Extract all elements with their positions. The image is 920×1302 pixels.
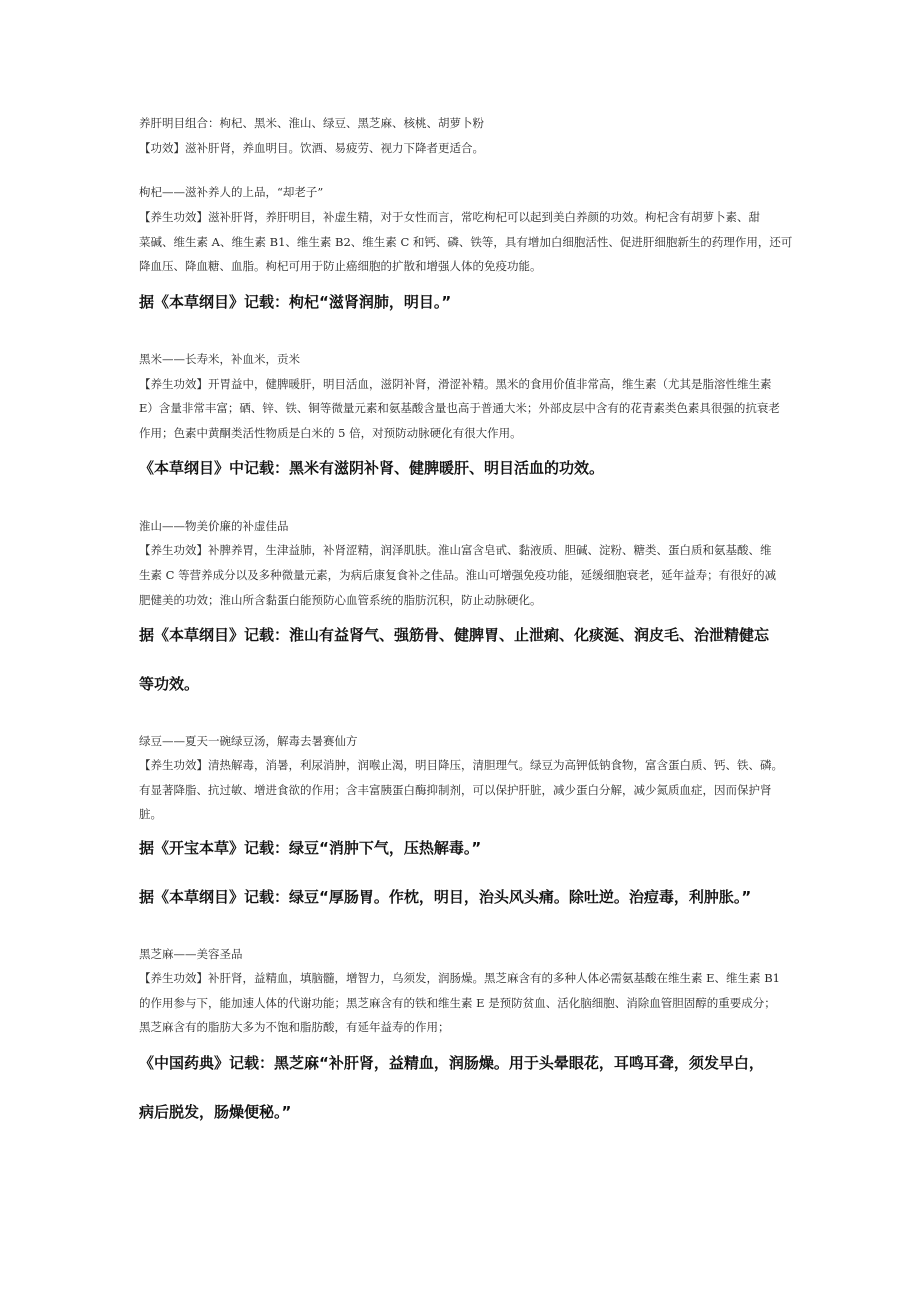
black-sesame-quote-line: 病后脱发，肠燥便秘。” [139,1103,292,1121]
mung-bean-quote: 据《开宝本草》记载：绿豆“消肿下气，压热解毒。” [139,839,482,857]
intro-effect: 【功效】滋补肝肾，养血明目。饮酒、易疲劳、视力下降者更适合。 [139,141,484,155]
black-rice-title: 黑米——长寿米，补血米，贡米 [139,352,300,366]
yam-body-line: 【养生功效】补脾养胃，生津益肺，补肾涩精，润泽肌肤。淮山富含皂甙、黏液质、胆碱、淀粉、糖类、蛋白质和氨基酸、维 [139,543,772,557]
mung-bean-body-line: 脏。 [139,807,162,821]
black-rice-quote: 《本草纲目》中记载：黑米有滋阴补肾、健脾暖肝、明目活血的功效。 [139,459,605,477]
yam-body-line: 生素 C 等营养成分以及多种微量元素，为病后康复食补之佳品。淮山可增强免疫功能，延缓细胞衰老，延年益寿；有很好的减 [139,568,777,582]
goji-title: 枸杞——滋补养人的上品，“却老子” [139,185,324,199]
yam-title: 淮山——物美价廉的补虚佳品 [139,519,289,533]
mung-bean-body-line: 【养生功效】清热解毒，消暑，利尿消肿，润喉止渴，明目降压，清胆理气。绿豆为高钾低钠食物，富含蛋白质、钙、铁、磷。 [139,758,783,772]
black-sesame-body-line: 黑芝麻含有的脂肪大多为不饱和脂肪酸，有延年益寿的作用； [139,1020,450,1034]
goji-body-line: 降血压、降血糖、血脂。枸杞可用于防止癌细胞的扩散和增强人体的免疫功能。 [139,259,542,273]
mung-bean-title: 绿豆——夏天一碗绿豆汤，解毒去暑赛仙方 [139,734,358,748]
mung-bean-quote: 据《本草纲目》记载：绿豆“厚肠胃。作枕，明目，治头风头痛。除吐逆。治痘毒，利肿胀。” [139,888,752,906]
goji-body-line: 菜碱、维生素 A、维生素 B1、维生素 B2、维生素 C 和钙、磷、铁等，具有增加白细胞活性、促进肝细胞新生的药理作用，还可 [139,235,793,249]
black-sesame-quote-line: 《中国药典》记载：黑芝麻“补肝肾，益精血，润肠燥。用于头晕眼花，耳鸣耳聋，须发早白， [139,1054,764,1072]
yam-quote-line: 据《本草纲目》记载：淮山有益肾气、强筋骨、健脾胃、止泄痢、化痰涎、润皮毛、治泄精健忘 [139,626,770,644]
goji-body-line: 【养生功效】滋补肝肾，养肝明目，补虚生精，对于女性而言，常吃枸杞可以起到美白养颜的功效。枸杞含有胡萝卜素、甜 [139,210,760,224]
black-sesame-body-line: 【养生功效】补肝肾，益精血，填脑髓，增智力，乌须发，润肠燥。黑芝麻含有的多种人体必需氨基酸在维生素 E、维生素 B1 [139,971,780,985]
black-rice-body-line: 【养生功效】开胃益中，健脾暖肝，明目活血，滋阴补肾，滑涩补精。黑米的食用价值非常高，维生素（尤其是脂溶性维生素 [139,377,772,391]
mung-bean-body-line: 有显著降脂、抗过敏、增进食欲的作用；含丰富胰蛋白酶抑制剂，可以保护肝脏，减少蛋白分解，减少氮质血症，因而保护肾 [139,783,772,797]
black-rice-body-line: E）含量非常丰富；硒、锌、铁、铜等微量元素和氨基酸含量也高于普通大米；外部皮层中含有的花青素类色素具很强的抗衰老 [139,401,780,415]
black-sesame-body-line: 的作用参与下，能加速人体的代谢功能；黑芝麻含有的铁和维生素 E 是预防贫血、活化脑细胞、消除血管胆固醇的重要成分； [139,996,776,1010]
black-sesame-title: 黑芝麻——美容圣品 [139,947,243,961]
yam-quote-line: 等功效。 [139,675,200,693]
goji-quote: 据《本草纲目》记载：枸杞“滋肾润肺，明目。” [139,293,452,311]
black-rice-body-line: 作用；色素中黄酮类活性物质是白米的 5 倍，对预防动脉硬化有很大作用。 [139,426,522,440]
intro-combo: 养肝明目组合：枸杞、黑米、淮山、绿豆、黑芝麻、核桃、胡萝卜粉 [139,116,484,130]
yam-body-line: 肥健美的功效；淮山所含黏蛋白能预防心血管系统的脂肪沉积，防止动脉硬化。 [139,593,542,607]
